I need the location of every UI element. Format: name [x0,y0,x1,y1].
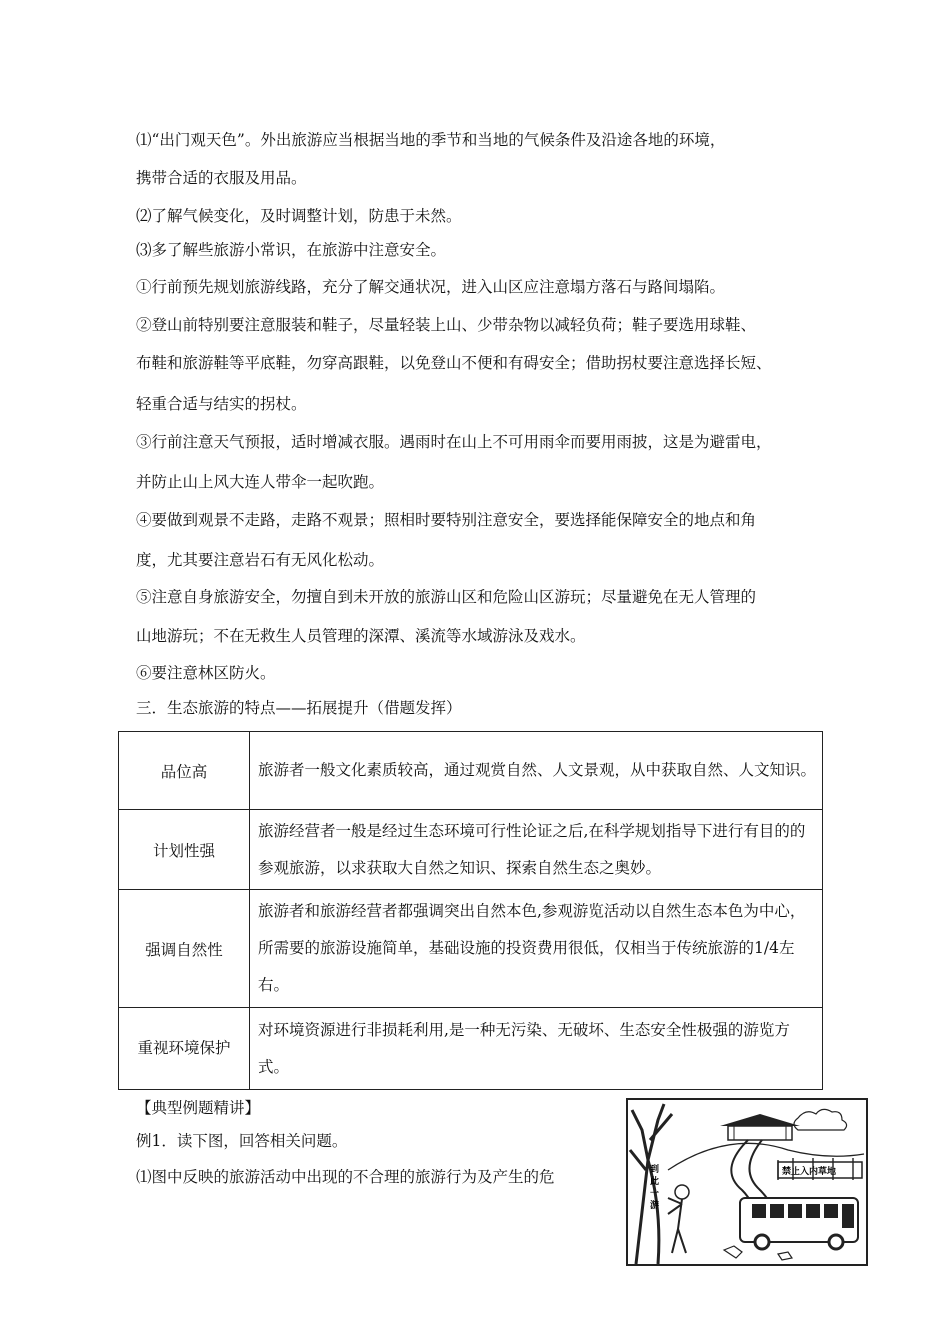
text-line: 轻重合适与结实的拐杖。 [136,395,307,413]
text-line: ⑴图中反映的旅游活动中出现的不合理的旅游行为及产生的危 [136,1168,555,1186]
svg-text:此: 此 [650,1177,660,1187]
svg-text:一: 一 [650,1189,660,1199]
feature-description: 旅游者一般文化素质较高，通过观赏自然、人文景观，从中获取自然、人文知识。 [250,732,823,810]
text-line: ③行前注意天气预报，适时增减衣服。遇雨时在山上不可用雨伞而要用雨披，这是为避雷电， [136,433,772,451]
tree-carving: 到 [650,1165,660,1175]
text-line: ②登山前特别要注意服装和鞋子，尽量轻装上山、少带杂物以减轻负荷；鞋子要选用球鞋、 [136,316,757,334]
table-row [119,732,823,810]
example-illustration [626,1098,868,1266]
svg-text:游: 游 [650,1201,660,1211]
text-line: 并防止山上风大连人带伞一起吹跑。 [136,473,385,491]
text-line: 山地游玩；不在无救生人员管理的深潭、溪流等水域游泳及戏水。 [136,627,586,645]
text-line: 例1．读下图，回答相关问题。 [136,1132,348,1150]
feature-name: 强调自然性 [119,890,250,1008]
text-line: ⑤注意自身旅游安全，勿擅自到未开放的旅游山区和危险山区游玩；尽量避免在无人管理的 [136,588,757,606]
feature-description: 旅游者和旅游经营者都强调突出自然本色,参观游览活动以自然生态本色为中心，所需要的旅游设施简单，基础设施的投资费用很低，仅相当于传统旅游的1/4左右。 [250,890,823,1008]
text-line: ⑴“出门观天色”。外出旅游应当根据当地的季节和当地的气候条件及沿途各地的环境， [136,131,726,149]
feature-description: 对环境资源进行非损耗利用,是一种无污染、无破坏、生态安全性极强的游览方式。 [250,1008,823,1090]
text-line: ①行前预先规划旅游线路，充分了解交通状况，进入山区应注意塌方落石与路间塌陷。 [136,278,726,296]
text-line: ④要做到观景不走路，走路不观景；照相时要特别注意安全，要选择能保障安全的地点和角 [136,511,757,529]
text-line: 三．生态旅游的特点——拓展提升（借题发挥） [136,699,462,717]
section-heading: 【典型例题精讲】 [136,1099,261,1117]
text-line: ⑶多了解些旅游小常识，在旅游中注意安全。 [136,241,447,259]
table-row [119,810,823,890]
text-line: ⑵了解气候变化，及时调整计划，防患于未然。 [136,207,462,225]
sign-text: 禁止入内草地 [782,1167,837,1177]
text-line: 携带合适的衣服及用品。 [136,169,307,187]
feature-name: 重视环境保护 [119,1008,250,1090]
text-line: 度，尤其要注意岩石有无风化松动。 [136,551,385,569]
feature-description: 旅游经营者一般是经过生态环境可行性论证之后,在科学规划指导下进行有目的的参观旅游，以求获取大自然之知识、探索自然生态之奥妙。 [250,810,823,890]
illustration-drawing [628,1100,866,1264]
feature-name: 计划性强 [119,810,250,890]
eco-tourism-table [118,731,823,1090]
text-line: ⑥要注意林区防火。 [136,664,276,682]
table-row [119,1008,823,1090]
text-line: 布鞋和旅游鞋等平底鞋，勿穿高跟鞋，以免登山不便和有碍安全；借助拐杖要注意选择长短、 [136,354,772,372]
table-row [119,890,823,1008]
feature-name: 品位高 [119,732,250,810]
